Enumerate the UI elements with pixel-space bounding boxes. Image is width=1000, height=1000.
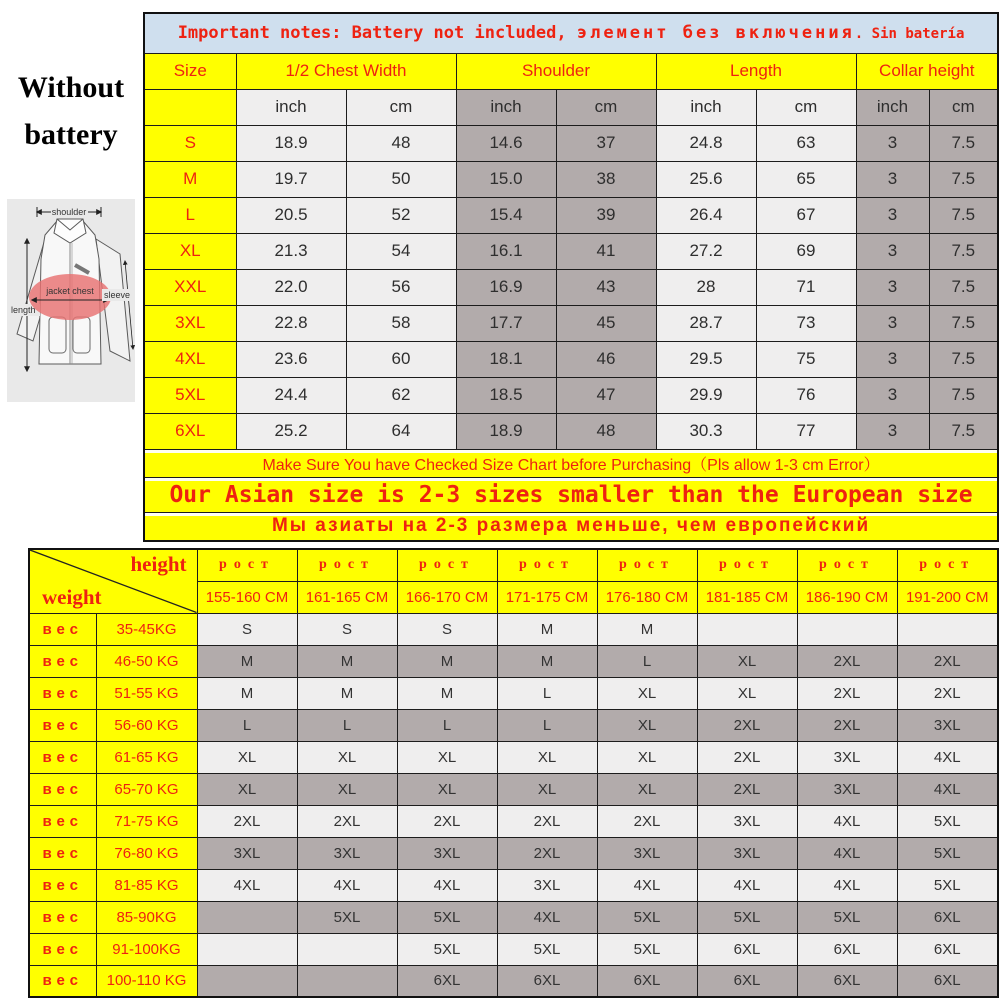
height-range-header: 191-200 CM — [897, 581, 998, 613]
measurement-value: 18.9 — [456, 413, 556, 449]
measure-group-header: 1/2 Chest Width — [236, 53, 456, 89]
measurement-value: 28 — [656, 269, 756, 305]
rost-header: рост — [197, 549, 297, 581]
recommended-size: 6XL — [897, 965, 998, 997]
ves-label: вес — [29, 869, 96, 901]
recommended-size: 6XL — [797, 933, 897, 965]
measurement-value: 7.5 — [929, 305, 998, 341]
measurement-value: 24.8 — [656, 125, 756, 161]
size-note-3: Мы азиаты на 2-3 размера меньше, чем европейский — [144, 512, 998, 541]
size-label: 6XL — [144, 413, 236, 449]
unit-empty-cell — [144, 89, 236, 125]
measurement-value: 7.5 — [929, 413, 998, 449]
measure-group-header: Collar height — [856, 53, 998, 89]
measurement-value: 3 — [856, 341, 929, 377]
recommended-size: 3XL — [497, 869, 597, 901]
recommended-size: M — [297, 645, 397, 677]
recommended-size: 6XL — [697, 933, 797, 965]
measurement-value: 50 — [346, 161, 456, 197]
measurement-value: 73 — [756, 305, 856, 341]
unit-header: cm — [346, 89, 456, 125]
size-measurement-table — [143, 12, 999, 542]
measurement-value: 56 — [346, 269, 456, 305]
recommended-size: XL — [397, 741, 497, 773]
size-label: XL — [144, 233, 236, 269]
size-label: S — [144, 125, 236, 161]
jacket-measurement-diagram — [7, 199, 135, 402]
measurement-value: 64 — [346, 413, 456, 449]
ves-label: вес — [29, 965, 96, 997]
recommended-size: 2XL — [397, 805, 497, 837]
recommended-size — [197, 901, 297, 933]
height-range-header: 176-180 CM — [597, 581, 697, 613]
recommended-size: XL — [297, 741, 397, 773]
unit-header: inch — [236, 89, 346, 125]
ves-label: вес — [29, 933, 96, 965]
weight-range-label: 91-100KG — [96, 933, 197, 965]
recommended-size: M — [397, 645, 497, 677]
measurement-value: 18.1 — [456, 341, 556, 377]
measurement-value: 3 — [856, 233, 929, 269]
size-table-header-row — [144, 53, 998, 89]
size-row — [144, 197, 998, 233]
recommended-size — [797, 613, 897, 645]
recommended-size: XL — [197, 773, 297, 805]
unit-header-row — [144, 89, 998, 125]
banner-text-ru: элемент без включения — [576, 23, 855, 44]
measurement-value: 27.2 — [656, 233, 756, 269]
size-label: 5XL — [144, 377, 236, 413]
rost-header: рост — [797, 549, 897, 581]
size-row — [144, 341, 998, 377]
measurement-value: 7.5 — [929, 233, 998, 269]
size-row — [144, 233, 998, 269]
recommended-size: 5XL — [297, 901, 397, 933]
measurement-value: 18.9 — [236, 125, 346, 161]
battery-note-banner — [144, 13, 998, 53]
measurement-value: 7.5 — [929, 377, 998, 413]
recommended-size: 2XL — [797, 677, 897, 709]
size-row — [144, 269, 998, 305]
size-row — [144, 377, 998, 413]
recommended-size: M — [497, 645, 597, 677]
rost-header: рост — [897, 549, 998, 581]
measurement-value: 45 — [556, 305, 656, 341]
fit-row — [29, 741, 998, 773]
recommended-size — [197, 965, 297, 997]
measurement-value: 37 — [556, 125, 656, 161]
measure-group-header: Length — [656, 53, 856, 89]
recommended-size: XL — [697, 645, 797, 677]
recommended-size: 4XL — [897, 773, 998, 805]
ves-label: вес — [29, 645, 96, 677]
unit-header: inch — [456, 89, 556, 125]
weight-range-label: 76-80 KG — [96, 837, 197, 869]
measurement-value: 43 — [556, 269, 656, 305]
measurement-value: 58 — [346, 305, 456, 341]
measurement-value: 26.4 — [656, 197, 756, 233]
recommended-size: 4XL — [797, 869, 897, 901]
measurement-value: 22.8 — [236, 305, 346, 341]
measurement-value: 39 — [556, 197, 656, 233]
recommended-size: 4XL — [497, 901, 597, 933]
ves-label: вес — [29, 773, 96, 805]
fit-row — [29, 645, 998, 677]
measurement-value: 7.5 — [929, 161, 998, 197]
recommended-size — [297, 965, 397, 997]
without-battery-line1: Without — [17, 71, 125, 104]
measurement-value: 69 — [756, 233, 856, 269]
recommended-size: 6XL — [397, 965, 497, 997]
measurement-value: 3 — [856, 125, 929, 161]
fit-row — [29, 805, 998, 837]
fit-row — [29, 837, 998, 869]
recommended-size: XL — [297, 773, 397, 805]
recommended-size: 2XL — [697, 773, 797, 805]
recommended-size: XL — [597, 677, 697, 709]
rost-header: рост — [297, 549, 397, 581]
ves-label: вес — [29, 901, 96, 933]
measurement-value: 16.9 — [456, 269, 556, 305]
measurement-value: 41 — [556, 233, 656, 269]
recommended-size: 2XL — [497, 837, 597, 869]
recommended-size: 5XL — [797, 901, 897, 933]
weight-range-label: 61-65 KG — [96, 741, 197, 773]
measurement-value: 30.3 — [656, 413, 756, 449]
recommended-size: 5XL — [897, 869, 998, 901]
size-label: 4XL — [144, 341, 236, 377]
size-note-row — [144, 477, 998, 512]
recommended-size: L — [497, 709, 597, 741]
banner-text-es: . Sin batería — [854, 26, 965, 43]
recommended-size: 6XL — [897, 901, 998, 933]
recommended-size: L — [197, 709, 297, 741]
recommended-size: 4XL — [797, 805, 897, 837]
recommended-size: 6XL — [797, 965, 897, 997]
recommended-size: XL — [697, 677, 797, 709]
weight-axis-label: weight — [42, 584, 102, 609]
size-row — [144, 305, 998, 341]
measurement-value: 7.5 — [929, 269, 998, 305]
measurement-value: 46 — [556, 341, 656, 377]
recommended-size: 2XL — [597, 805, 697, 837]
height-range-header: 171-175 CM — [497, 581, 597, 613]
ves-label: вес — [29, 837, 96, 869]
recommended-size: 2XL — [697, 709, 797, 741]
recommended-size: 3XL — [797, 741, 897, 773]
recommended-size: 5XL — [597, 901, 697, 933]
measurement-value: 48 — [556, 413, 656, 449]
recommended-size: S — [397, 613, 497, 645]
height-weight-corner-cell — [29, 549, 197, 613]
measurement-value: 3 — [856, 377, 929, 413]
weight-range-label: 35-45KG — [96, 613, 197, 645]
recommended-size: L — [397, 709, 497, 741]
measurement-value: 71 — [756, 269, 856, 305]
size-note-2: Our Asian size is 2-3 sizes smaller than the European size — [144, 477, 998, 512]
recommended-size: 4XL — [797, 837, 897, 869]
recommended-size: 5XL — [397, 933, 497, 965]
measurement-value: 7.5 — [929, 341, 998, 377]
measurement-value: 62 — [346, 377, 456, 413]
recommended-size: 2XL — [197, 805, 297, 837]
recommended-size: XL — [197, 741, 297, 773]
measurement-value: 65 — [756, 161, 856, 197]
recommended-size: XL — [497, 741, 597, 773]
measurement-value: 63 — [756, 125, 856, 161]
weight-range-label: 56-60 KG — [96, 709, 197, 741]
rost-header: рост — [597, 549, 697, 581]
height-weight-fit-table — [28, 548, 999, 998]
size-label: XXL — [144, 269, 236, 305]
recommended-size: M — [497, 613, 597, 645]
recommended-size: 5XL — [497, 933, 597, 965]
unit-header: cm — [929, 89, 998, 125]
measurement-value: 47 — [556, 377, 656, 413]
ves-label: вес — [29, 709, 96, 741]
recommended-size: 2XL — [797, 645, 897, 677]
rost-header: рост — [497, 549, 597, 581]
recommended-size: 4XL — [897, 741, 998, 773]
fit-header-row-1 — [29, 549, 998, 581]
banner-row — [144, 13, 998, 53]
rost-header: рост — [397, 549, 497, 581]
without-battery-line2: battery — [24, 118, 118, 151]
measurement-value: 16.1 — [456, 233, 556, 269]
sleeve-label: sleeve — [104, 290, 131, 300]
ves-label: вес — [29, 613, 96, 645]
weight-range-label: 65-70 KG — [96, 773, 197, 805]
size-row — [144, 413, 998, 449]
recommended-size: 2XL — [297, 805, 397, 837]
jacket-chest-label: jacket chest — [46, 286, 94, 296]
fit-row — [29, 965, 998, 997]
recommended-size — [897, 613, 998, 645]
recommended-size: XL — [597, 773, 697, 805]
size-note-row — [144, 449, 998, 477]
measurement-value: 3 — [856, 413, 929, 449]
measurement-value: 15.4 — [456, 197, 556, 233]
measurement-value: 25.2 — [236, 413, 346, 449]
recommended-size: 3XL — [297, 837, 397, 869]
measurement-value: 52 — [346, 197, 456, 233]
recommended-size: 4XL — [297, 869, 397, 901]
recommended-size — [197, 933, 297, 965]
measurement-value: 14.6 — [456, 125, 556, 161]
recommended-size: L — [297, 709, 397, 741]
size-label: L — [144, 197, 236, 233]
without-battery-label — [0, 64, 142, 158]
ves-label: вес — [29, 741, 96, 773]
recommended-size: 3XL — [397, 837, 497, 869]
jacket-diagram-svg — [7, 199, 135, 402]
fit-row — [29, 869, 998, 901]
height-range-header: 161-165 CM — [297, 581, 397, 613]
weight-range-label: 81-85 KG — [96, 869, 197, 901]
unit-header: inch — [856, 89, 929, 125]
measurement-value: 21.3 — [236, 233, 346, 269]
weight-range-label: 100-110 KG — [96, 965, 197, 997]
measurement-value: 7.5 — [929, 125, 998, 161]
fit-row — [29, 773, 998, 805]
fit-row — [29, 677, 998, 709]
rost-header: рост — [697, 549, 797, 581]
measurement-value: 28.7 — [656, 305, 756, 341]
recommended-size: 4XL — [197, 869, 297, 901]
length-label: length — [11, 305, 36, 315]
recommended-size: M — [597, 613, 697, 645]
recommended-size: 6XL — [597, 965, 697, 997]
recommended-size: 2XL — [897, 645, 998, 677]
recommended-size: L — [497, 677, 597, 709]
unit-header: cm — [556, 89, 656, 125]
fit-row — [29, 613, 998, 645]
size-row — [144, 161, 998, 197]
recommended-size: M — [297, 677, 397, 709]
size-row — [144, 125, 998, 161]
recommended-size: 3XL — [897, 709, 998, 741]
recommended-size: 5XL — [597, 933, 697, 965]
unit-header: inch — [656, 89, 756, 125]
recommended-size: M — [197, 677, 297, 709]
size-label: 3XL — [144, 305, 236, 341]
measurement-value: 19.7 — [236, 161, 346, 197]
weight-range-label: 85-90KG — [96, 901, 197, 933]
recommended-size: XL — [397, 773, 497, 805]
recommended-size: S — [197, 613, 297, 645]
weight-range-label: 71-75 KG — [96, 805, 197, 837]
shoulder-label: shoulder — [51, 207, 87, 217]
measurement-value: 29.9 — [656, 377, 756, 413]
unit-header: cm — [756, 89, 856, 125]
recommended-size: XL — [597, 709, 697, 741]
measure-group-header: Shoulder — [456, 53, 656, 89]
recommended-size: 5XL — [397, 901, 497, 933]
measurement-value: 60 — [346, 341, 456, 377]
recommended-size: 6XL — [497, 965, 597, 997]
recommended-size: 3XL — [197, 837, 297, 869]
measurement-value: 3 — [856, 197, 929, 233]
recommended-size: 6XL — [697, 965, 797, 997]
measurement-value: 18.5 — [456, 377, 556, 413]
chest-highlight-ellipse — [29, 274, 111, 320]
weight-range-label: 51-55 KG — [96, 677, 197, 709]
recommended-size: S — [297, 613, 397, 645]
recommended-size — [697, 613, 797, 645]
recommended-size: 2XL — [697, 741, 797, 773]
recommended-size: 6XL — [897, 933, 998, 965]
ves-label: вес — [29, 805, 96, 837]
measurement-value: 3 — [856, 269, 929, 305]
recommended-size: 2XL — [497, 805, 597, 837]
recommended-size: XL — [597, 741, 697, 773]
recommended-size: XL — [497, 773, 597, 805]
recommended-size: 2XL — [897, 677, 998, 709]
measurement-value: 48 — [346, 125, 456, 161]
measurement-value: 25.6 — [656, 161, 756, 197]
measurement-value: 38 — [556, 161, 656, 197]
height-range-header: 155-160 CM — [197, 581, 297, 613]
recommended-size: 2XL — [797, 709, 897, 741]
measurement-value: 76 — [756, 377, 856, 413]
size-note-row — [144, 512, 998, 541]
measurement-value: 54 — [346, 233, 456, 269]
measurement-value: 67 — [756, 197, 856, 233]
fit-row — [29, 709, 998, 741]
size-column-header: Size — [144, 53, 236, 89]
measurement-value: 24.4 — [236, 377, 346, 413]
size-label: M — [144, 161, 236, 197]
recommended-size: 3XL — [697, 837, 797, 869]
fit-row — [29, 901, 998, 933]
recommended-size: 3XL — [697, 805, 797, 837]
measurement-value: 75 — [756, 341, 856, 377]
measurement-value: 29.5 — [656, 341, 756, 377]
height-range-header: 166-170 CM — [397, 581, 497, 613]
recommended-size: 5XL — [897, 837, 998, 869]
recommended-size: 4XL — [597, 869, 697, 901]
height-range-header: 186-190 CM — [797, 581, 897, 613]
measurement-value: 22.0 — [236, 269, 346, 305]
measurement-value: 3 — [856, 305, 929, 341]
ves-label: вес — [29, 677, 96, 709]
fit-row — [29, 933, 998, 965]
recommended-size: 4XL — [697, 869, 797, 901]
height-axis-label: height — [130, 552, 187, 576]
recommended-size: M — [397, 677, 497, 709]
recommended-size: 3XL — [797, 773, 897, 805]
measurement-value: 20.5 — [236, 197, 346, 233]
recommended-size: 5XL — [697, 901, 797, 933]
measurement-value: 15.0 — [456, 161, 556, 197]
banner-text-en: Important notes: Battery not included, — [177, 23, 577, 44]
measurement-value: 23.6 — [236, 341, 346, 377]
recommended-size — [297, 933, 397, 965]
measurement-value: 17.7 — [456, 305, 556, 341]
size-note-1: Make Sure You have Checked Size Chart before Purchasing（Pls allow 1-3 cm Error） — [144, 449, 998, 477]
recommended-size: 4XL — [397, 869, 497, 901]
measurement-value: 7.5 — [929, 197, 998, 233]
recommended-size: M — [197, 645, 297, 677]
measurement-value: 77 — [756, 413, 856, 449]
recommended-size: L — [597, 645, 697, 677]
measurement-value: 3 — [856, 161, 929, 197]
weight-range-label: 46-50 KG — [96, 645, 197, 677]
height-range-header: 181-185 CM — [697, 581, 797, 613]
recommended-size: 3XL — [597, 837, 697, 869]
recommended-size: 5XL — [897, 805, 998, 837]
